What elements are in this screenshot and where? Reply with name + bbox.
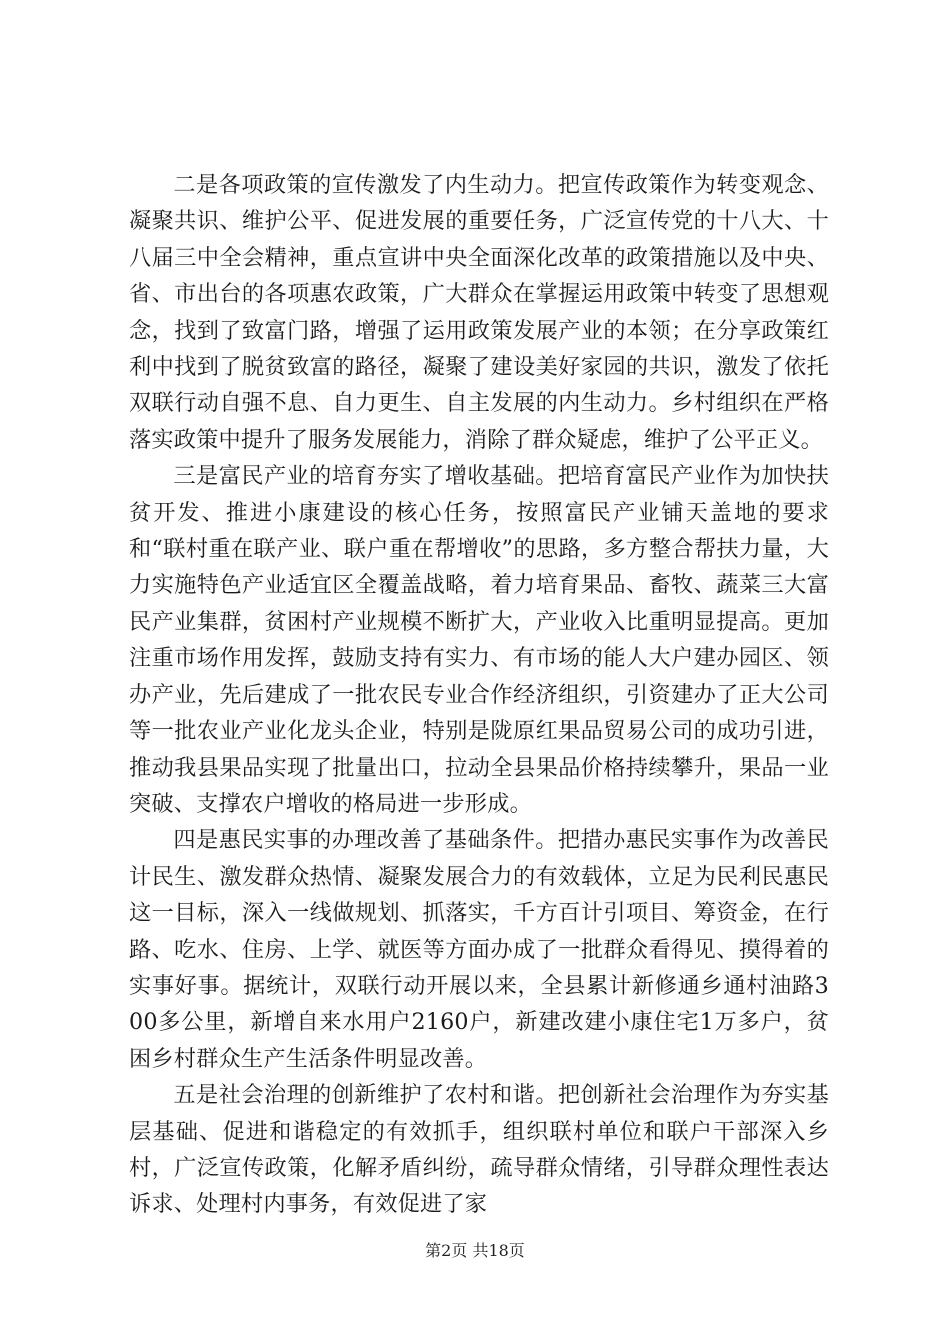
paragraph-industry-cultivation: 三是富民产业的培育夯实了增收基础。把培育富民产业作为加快扶贫开发、推进小康建设的核心任务，按照富民产业铺天盖地的要求和“联村重在联产业、联户重在帮增收”的思路，多方整合帮扶力量，大力实施特色产业适宜区全覆盖战略，着力培育果品、畜牧、蔬菜三大富民产业集群，贫困村产业规模不断扩大，产业收入比重明显提高。更加注重市场作用发挥，鼓励支持有实力、有市场的能人大户建办园区、领办产业，先后建成了一批农民专业合作经济组织，引资建办了正大公司等一批农业产业化龙头企业，特别是陇原红果品贸易公司的成功引进，推动我县果品实现了批量出口，拉动全县果品价格持续攀升，果品一业突破、支撑农户增收的格局进一步形成。 bbox=[129, 463, 829, 817]
paragraph-livelihood-projects: 四是惠民实事的办理改善了基础条件。把措办惠民实事作为改善民计民生、激发群众热情、凝聚发展合力的有效载体，立足为民利民惠民这一目标，深入一线做规划、抓落实，千方百计引项目、筹资金，在行路、吃水、住房、上学、就医等方面办成了一批群众看得见、摸得着的实事好事。据统计，双联行动开展以来，全县累计新修通乡通村油路300多公里，新增自来水用户2160户，新建改建小康住宅1万多户，贫困乡村群众生产生活条件明显改善。 bbox=[129, 827, 829, 1072]
paragraph-policy-publicity: 二是各项政策的宣传激发了内生动力。把宣传政策作为转变观念、凝聚共识、维护公平、促进发展的重要任务，广泛宣传党的十八大、十八届三中全会精神，重点宣讲中央全面深化改革的政策措施以及中央、省、市出台的各项惠农政策，广大群众在掌握运用政策中转变了思想观念，找到了致富门路，增强了运用政策发展产业的本领；在分享政策红利中找到了脱贫致富的路径，凝聚了建设美好家园的共识，激发了依托双联行动自强不息、自力更生、自主发展的内生动力。乡村组织在严格落实政策中提升了服务发展能力，消除了群众疑虑，维护了公平正义。 bbox=[129, 172, 829, 453]
document-body bbox=[129, 167, 829, 1223]
paragraph-social-governance: 五是社会治理的创新维护了农村和谐。把创新社会治理作为夯实基层基础、促进和谐稳定的有效抓手，组织联村单位和联户干部深入乡村，广泛宣传政策，化解矛盾纠纷，疏导群众情绪，引导群众理性表达诉求、处理村内事务，有效促进了家 bbox=[129, 1082, 829, 1218]
page-number-footer: 第2页 共18页 bbox=[425, 1241, 525, 1260]
